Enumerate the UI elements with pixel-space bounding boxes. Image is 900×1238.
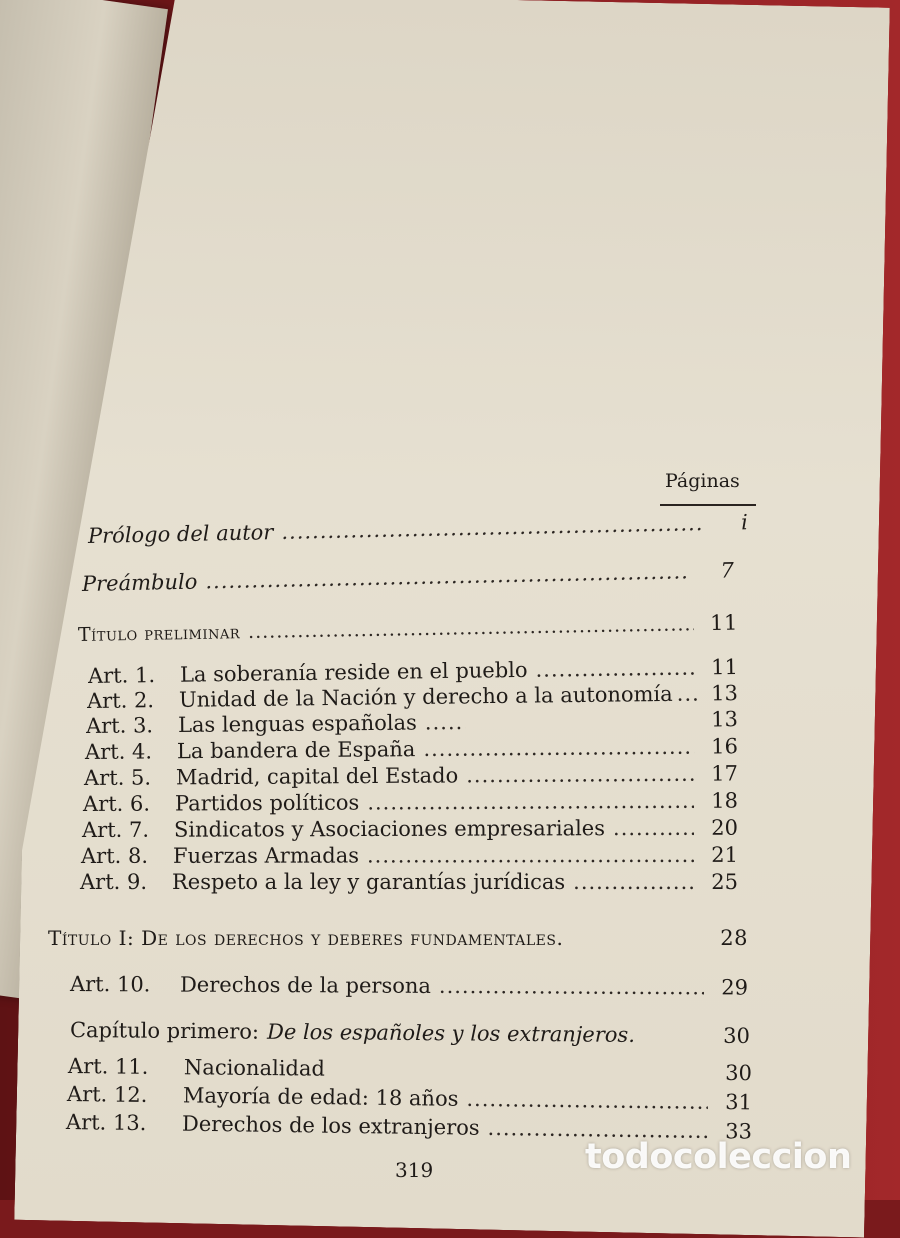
toc-entry-art-10 [70,972,748,1000]
entry-label: La soberanía reside en el pueblo [179,657,528,687]
leader-dots [367,789,694,815]
article-number: Art. 7. [81,817,150,842]
leader-dots [281,511,704,544]
toc-entry-prologo [88,510,748,548]
entry-label: Unidad de la Nación y derecho a la autonomía [178,681,673,712]
leader-dots [439,974,704,999]
leader-dots [573,870,694,894]
entry-page: 7 [720,558,735,583]
leader-dots [466,1087,708,1114]
article-number: Art. 3. [85,713,154,738]
toc-entry-art-11 [68,1054,752,1085]
entry-label: Nacionalidad [183,1055,326,1081]
toc-entry-preambulo [82,558,734,596]
entry-page: 21 [711,842,739,867]
leader-dots [425,710,465,734]
entry-label: Título preliminar [77,621,241,646]
page-number: 319 [395,1158,434,1182]
article-number: Art. 10. [69,972,151,997]
entry-label: Preámbulo [81,569,198,596]
entry-page: 11 [711,654,739,680]
entry-page: 20 [711,815,739,840]
entry-page: i [740,510,749,535]
entry-page: 28 [720,926,748,950]
leader-dots [613,816,694,840]
article-number: Art. 5. [83,765,152,790]
entry-page: 30 [725,1060,753,1086]
entry-page: 29 [721,975,749,1000]
entry-page: 17 [711,761,739,786]
entry-label: Respeto a la ley y garantías jurídicas [172,870,566,894]
toc-entry-art-7 [82,816,738,842]
entry-label: Derechos de la persona [179,972,432,998]
toc-entry-art-12 [67,1082,752,1114]
entry-page: 13 [711,681,739,706]
article-number: Art. 2. [86,688,155,713]
leader-dots [205,559,690,593]
article-number: Art. 12. [66,1082,148,1107]
entry-label: Sindicatos y Asociaciones empresariales [173,816,606,842]
toc-entry-titulo-preliminar [78,610,738,646]
entry-label: De los españoles y los extranjeros. [266,1019,636,1047]
article-number: Art. 11. [67,1054,149,1079]
chapter-prefix: Capítulo primero: [69,1018,260,1044]
leader-dots [367,843,694,868]
entry-page: 25 [711,870,738,894]
toc-entry-capitulo-primero [70,1018,750,1048]
toc-entry-art-5 [84,761,738,790]
article-number: Art. 8. [80,843,149,868]
entry-page: 16 [711,734,739,759]
toc-entry-titulo-i [48,926,748,950]
entry-label: Derechos de los extranjeros [181,1111,480,1140]
pages-column-header: Páginas [665,470,740,492]
toc-entry-art-8 [81,843,738,868]
entry-label: Fuerzas Armadas [172,843,360,868]
entry-page: 18 [711,788,739,813]
entry-label: Mayoría de edad: 18 años [182,1083,459,1111]
article-number: Art. 13. [65,1110,147,1136]
entry-label: Título I: De los derechos y deberes fundamentales. [48,926,564,950]
article-number: Art. 1. [87,663,156,688]
entry-page: 30 [723,1023,751,1048]
entry-page: 33 [725,1119,753,1144]
entry-page: 31 [725,1090,753,1115]
article-number: Art. 9. [80,870,148,894]
article-number: Art. 6. [82,791,151,816]
leader-dots [248,613,694,643]
leader-dots [423,735,694,761]
header-rule [660,504,756,506]
leader-dots [535,656,694,682]
entry-page: 11 [709,610,739,635]
watermark-logo: todocoleccion [585,1137,852,1177]
article-number: Art. 4. [84,739,153,764]
entry-label: Las lenguas españolas [177,710,417,738]
entry-page: 13 [711,707,739,732]
entry-label: Prólogo del autor [87,520,274,548]
toc-entry-art-6 [83,789,738,816]
leader-dots [466,762,694,788]
toc-entry-art-4 [85,734,738,764]
toc-entry-art-9 [80,870,738,894]
entry-label: La bandera de España [176,737,416,764]
entry-label: Partidos políticos [174,790,360,816]
entry-label: Madrid, capital del Estado [175,763,459,790]
leader-dots [677,682,699,706]
